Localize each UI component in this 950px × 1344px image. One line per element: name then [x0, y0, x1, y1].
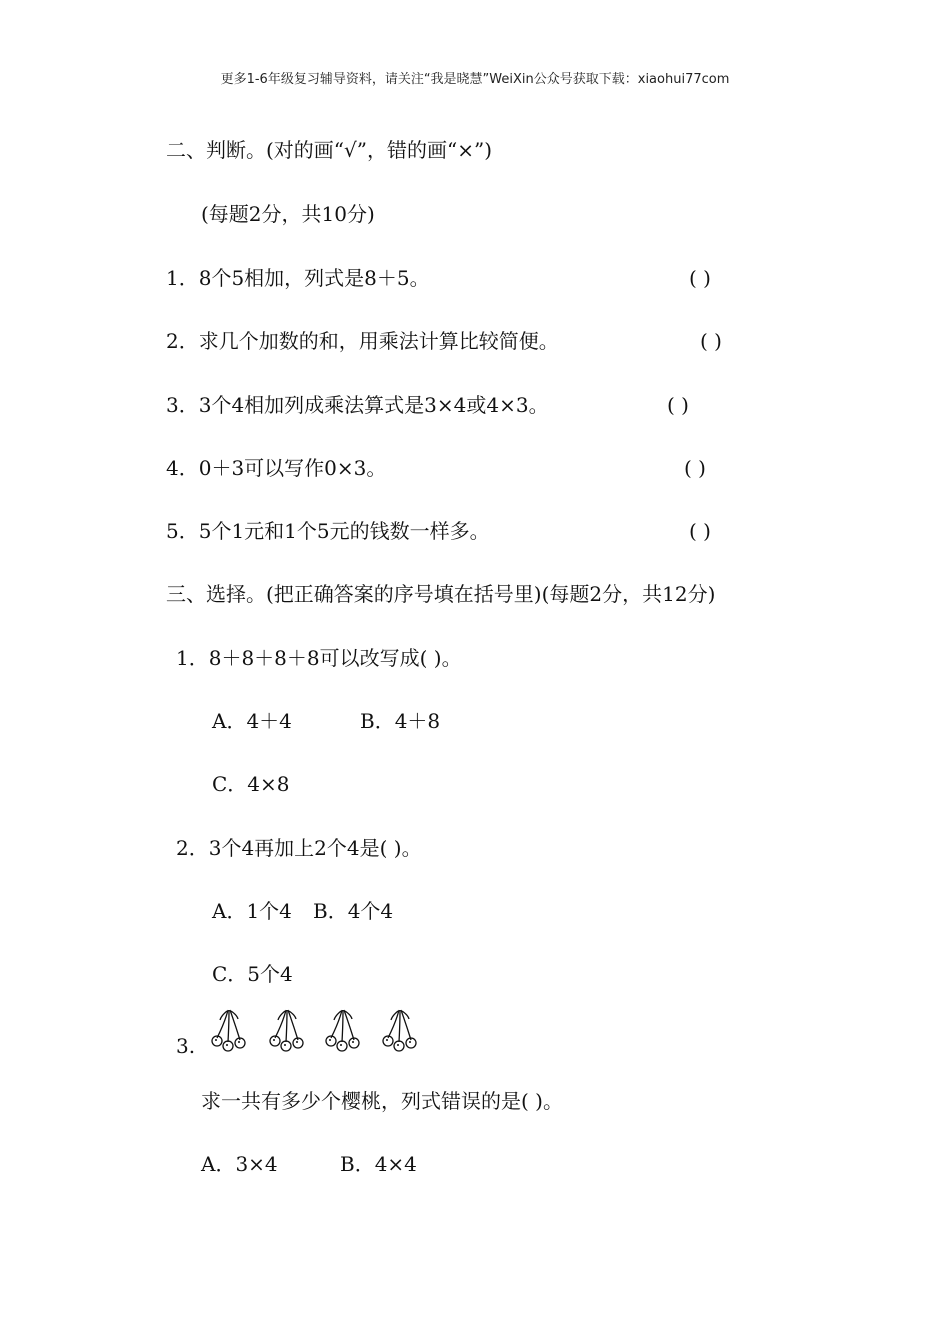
choice-1-option-c[interactable]: C．4×8	[212, 772, 290, 796]
choice-2-option-b[interactable]: B．4个4	[313, 899, 394, 923]
choice-3-option-a[interactable]: A．3×4	[201, 1152, 278, 1176]
judge-question-5: 5．5个1元和1个5元的钱数一样多。	[166, 519, 490, 543]
choice-2-option-a[interactable]: A．1个4	[212, 899, 292, 923]
choice-3-option-b[interactable]: B．4×4	[340, 1152, 417, 1176]
page-header-note: 更多1-6年级复习辅导资料，请关注“我是晓慧”WeiXin公众号获取下载：xiaohui77com	[220, 72, 730, 87]
choice-question-2: 2．3个4再加上2个4是( )。	[176, 836, 422, 860]
choice-question-1: 1．8＋8＋8＋8可以改写成( )。	[176, 646, 462, 670]
choice-2-option-c[interactable]: C．5个4	[212, 962, 293, 986]
judge-question-2: 2．求几个加数的和，用乘法计算比较简便。	[166, 329, 559, 353]
cherry-cluster-icon	[379, 1008, 423, 1054]
cherry-cluster-icon	[322, 1008, 366, 1054]
judge-answer-box-5[interactable]: ( )	[689, 519, 711, 543]
judge-answer-box-2[interactable]: ( )	[700, 329, 722, 353]
judge-answer-box-4[interactable]: ( )	[684, 456, 706, 480]
choice-1-option-b[interactable]: B．4＋8	[360, 709, 441, 733]
choice-question-3-number: 3.	[176, 1034, 196, 1058]
section-2-points: (每题2分，共10分)	[201, 202, 375, 226]
section-3-title: 三、选择。(把正确答案的序号填在括号里)(每题2分，共12分)	[166, 582, 716, 606]
cherry-cluster-icon	[208, 1008, 252, 1054]
judge-answer-box-3[interactable]: ( )	[667, 393, 689, 417]
judge-question-3: 3．3个4相加列成乘法算式是3×4或4×3。	[166, 393, 549, 417]
judge-question-1: 1．8个5相加，列式是8＋5。	[166, 266, 430, 290]
judge-question-4: 4．0＋3可以写作0×3。	[166, 456, 387, 480]
judge-answer-box-1[interactable]: ( )	[689, 266, 711, 290]
section-2-title: 二、判断。(对的画“√”，错的画“×”)	[166, 138, 493, 162]
choice-question-3-stem: 求一共有多少个樱桃，列式错误的是( )。	[201, 1089, 563, 1113]
choice-1-option-a[interactable]: A．4＋4	[212, 709, 292, 733]
cherry-cluster-icon	[266, 1008, 310, 1054]
